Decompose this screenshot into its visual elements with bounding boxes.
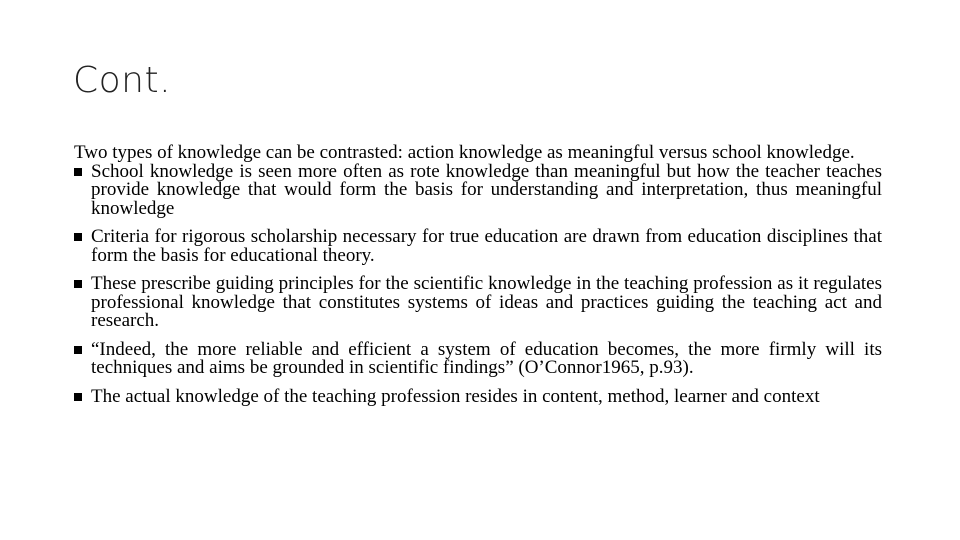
bullet-text: School knowledge is seen more often as rote knowledge than meaningful but how the teacher teaches provide knowledge that would form the basis for understanding and interpretation, thus meaningful knowledge: [91, 160, 882, 219]
bullet-text: “Indeed, the more reliable and efficient a system of education becomes, the more firmly will its techniques and aims be grounded in scientific findings” (O’Connor1965, p.93).: [91, 338, 882, 378]
square-bullet-icon: [74, 346, 82, 354]
bullet-text: The actual knowledge of the teaching profession resides in content, method, learner and context: [91, 385, 820, 407]
square-bullet-icon: [74, 393, 82, 401]
intro-paragraph: Two types of knowledge can be contrasted: action knowledge as meaningful versus school knowledge.: [74, 142, 855, 163]
slide-body: [74, 144, 882, 406]
bullet-item: [74, 338, 882, 378]
square-bullet-icon: [74, 233, 82, 241]
bullet-item: [74, 228, 882, 265]
bullet-text: These prescribe guiding principles for the scientific knowledge in the teaching profession as it regulates professional knowledge that constitutes systems of ideas and practices guiding the teaching act and research.: [91, 273, 882, 331]
slide-title: Cont.: [73, 60, 172, 101]
bullet-item: [74, 275, 882, 331]
square-bullet-icon: [74, 168, 82, 176]
square-bullet-icon: [74, 280, 82, 288]
bullet-item: [74, 160, 882, 219]
bullet-item: [74, 385, 882, 407]
bullet-list: [74, 160, 882, 407]
bullet-text: Criteria for rigorous scholarship necessary for true education are drawn from education disciplines that form the basis for educational theory.: [91, 226, 882, 266]
